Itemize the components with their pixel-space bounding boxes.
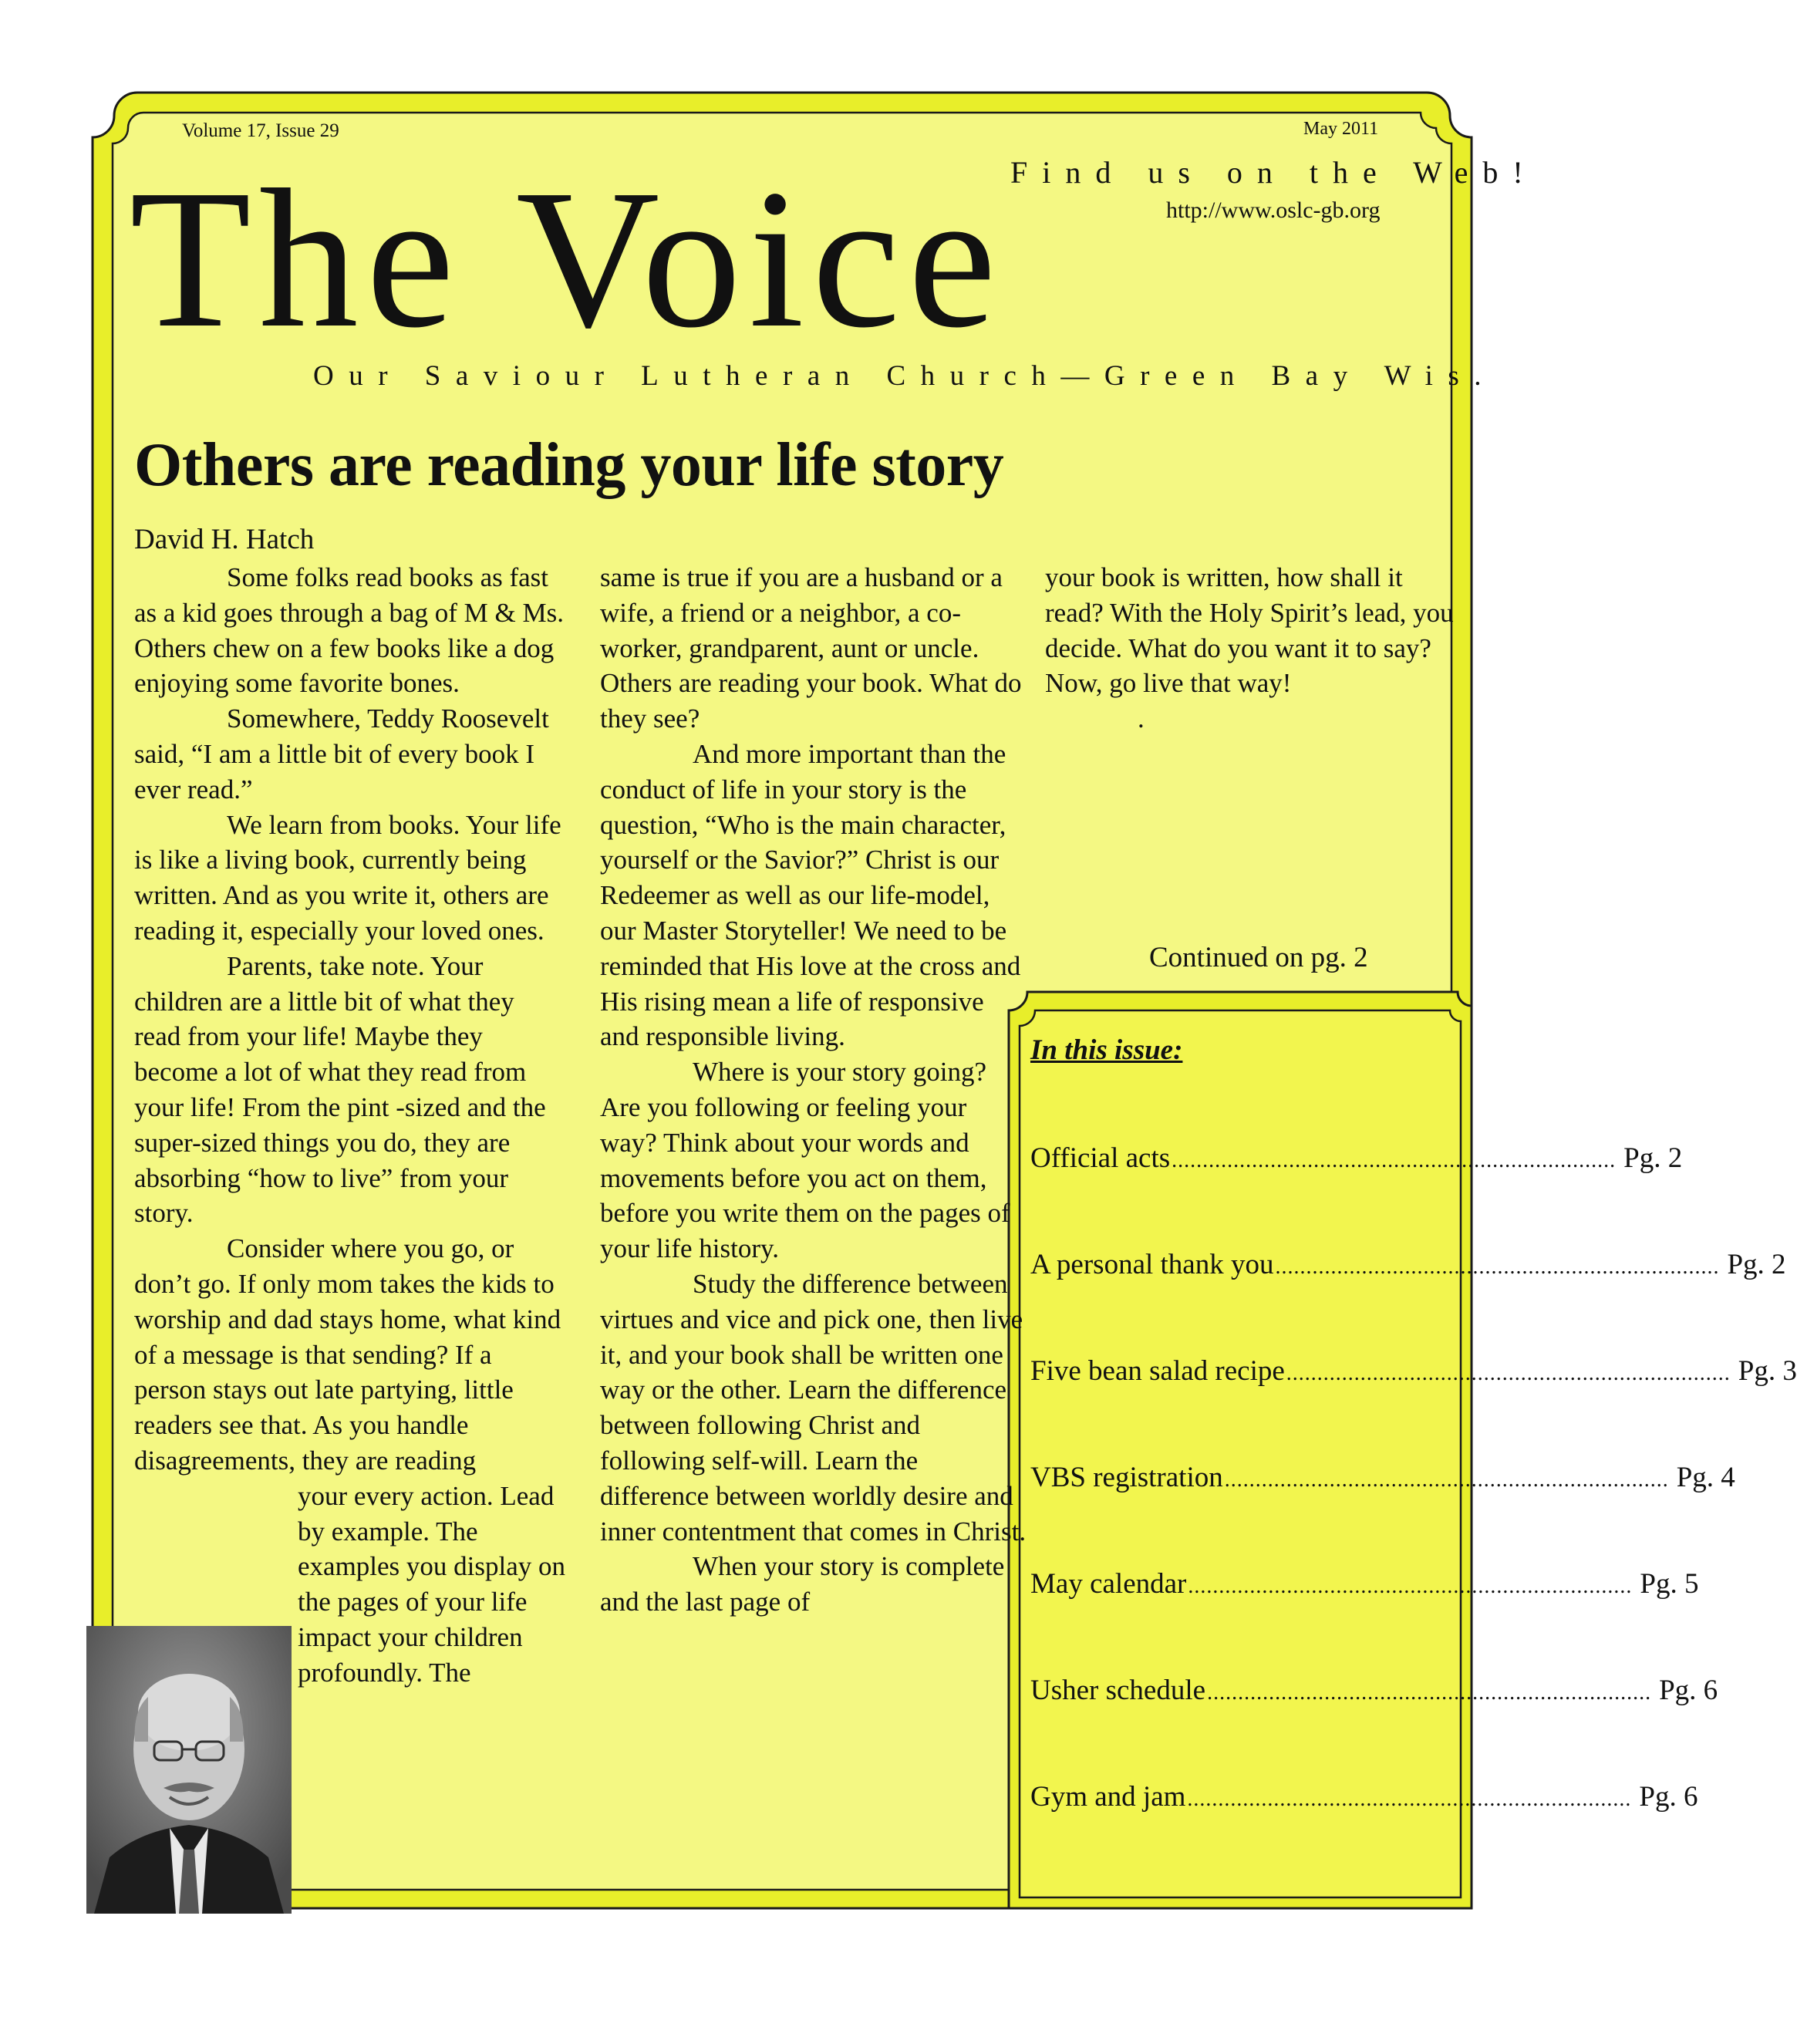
article-headline: Others are reading your life story (134, 431, 1004, 499)
article-column-1 (134, 560, 566, 1691)
toc-label: Usher schedule (1030, 1675, 1206, 1706)
newsletter-title: The Voice (130, 148, 1004, 369)
toc-label: VBS registration (1030, 1462, 1223, 1493)
toc-page: Pg. 3 (1738, 1355, 1797, 1387)
article-column-3 (1045, 560, 1462, 737)
toc-heading: In this issue: (1030, 1034, 1183, 1066)
leader-dots: ........................................................................ (1286, 1361, 1731, 1385)
toc-label: May calendar (1030, 1568, 1187, 1600)
toc-page: Pg. 2 (1623, 1142, 1683, 1174)
leader-dots: ........................................................................ (1224, 1468, 1669, 1492)
paragraph: Where is your story going? Are you following or feeling your way? Think about your words and movements before you act on them, before you write them on the pages of your life history. (600, 1057, 1010, 1264)
toc-page: Pg. 6 (1659, 1675, 1718, 1706)
issue-date: May 2011 (1303, 119, 1379, 139)
toc-item[interactable] (1030, 1248, 1786, 1281)
paragraph: Consider where you go, or don’t go. If only mom takes the kids to worship and dad stays home, what kind of a message is that sending? If a person stays out late partying, little readers see that. As you handle disagreements, they are reading (134, 1233, 561, 1476)
toc-page: Pg. 2 (1727, 1249, 1786, 1280)
volume-issue: Volume 17, Issue 29 (182, 120, 339, 141)
paragraph: And more important than the conduct of life in your story is the question, “Who is the main character, yourself or the Savior?” Christ is our Redeemer as well as our life-model, our Master Storyteller! We need to be reminded that His love at the cross and His rising mean a life of responsive and responsible living. (600, 738, 1021, 1052)
paragraph-wrapped: your every action. Lead by example. The examples you display on the pages of your life impact your children profoundly. The (298, 1480, 566, 1688)
toc-page: Pg. 6 (1639, 1781, 1698, 1813)
toc-label: Gym and jam (1030, 1781, 1186, 1813)
leader-dots: ........................................................................ (1187, 1787, 1632, 1811)
paragraph: Parents, take note. Your children are a little bit of what they read from your life! Maybe they become a lot of what they read from your life! From the pint -sized and the super-sized things you do, they are absorbing “how to live” from your story. (134, 950, 546, 1229)
paragraph: . (1138, 703, 1145, 734)
toc-item[interactable] (1030, 1780, 1698, 1813)
paragraph: your book is written, how shall it read? With the Holy Spirit’s lead, you decide. What do you want it to say? Now, go live that way! (1045, 562, 1454, 699)
leader-dots: ........................................................................ (1207, 1681, 1652, 1705)
toc-label: A personal thank you (1030, 1249, 1274, 1280)
toc-item[interactable] (1030, 1461, 1735, 1494)
paragraph: same is true if you are a husband or a wife, a friend or a neighbor, a co-worker, grandparent, aunt or uncle. Others are reading your book. What do they see? (600, 562, 1022, 734)
toc-item[interactable] (1030, 1567, 1699, 1600)
toc-item[interactable] (1030, 1354, 1797, 1388)
toc-page: Pg. 5 (1640, 1568, 1699, 1600)
find-us-heading: Find us on the Web! (1010, 155, 1538, 190)
leader-dots: ........................................................................ (1172, 1148, 1617, 1172)
leader-dots: ........................................................................ (1275, 1255, 1720, 1279)
toc-page: Pg. 4 (1676, 1462, 1735, 1493)
paragraph: Some folks read books as fast as a kid goes through a bag of M & Ms. Others chew on a few books like a dog enjoying some favorite bones. (134, 562, 565, 699)
paragraph: Study the difference between virtues and vice and pick one, then live it, and your book shall be written one way or the other. Learn the difference between following Christ and following self-will. Learn the difference between worldly desire and inner contentment that comes in Christ. (600, 1268, 1027, 1546)
paragraph: When your story is complete and the last page of (600, 1551, 1005, 1617)
continued-note: Continued on pg. 2 (1149, 942, 1368, 973)
toc-label: Official acts (1030, 1142, 1171, 1174)
article-byline: David H. Hatch (134, 524, 315, 555)
toc-item[interactable] (1030, 1674, 1718, 1707)
leader-dots: ........................................................................ (1188, 1574, 1633, 1598)
author-photo (86, 1626, 292, 1914)
paragraph: We learn from books. Your life is like a living book, currently being written. And as you write it, others are reading it, especially your loved ones. (134, 809, 561, 946)
church-name: Our Saviour Lutheran Church—Green Bay Wis. (313, 360, 1497, 392)
toc-item[interactable] (1030, 1142, 1683, 1175)
website-link[interactable]: http://www.oslc-gb.org (1166, 197, 1381, 223)
article-column-2 (600, 560, 1028, 1620)
paragraph: Somewhere, Teddy Roosevelt said, “I am a little bit of every book I ever read.” (134, 703, 549, 804)
toc-label: Five bean salad recipe (1030, 1355, 1285, 1387)
